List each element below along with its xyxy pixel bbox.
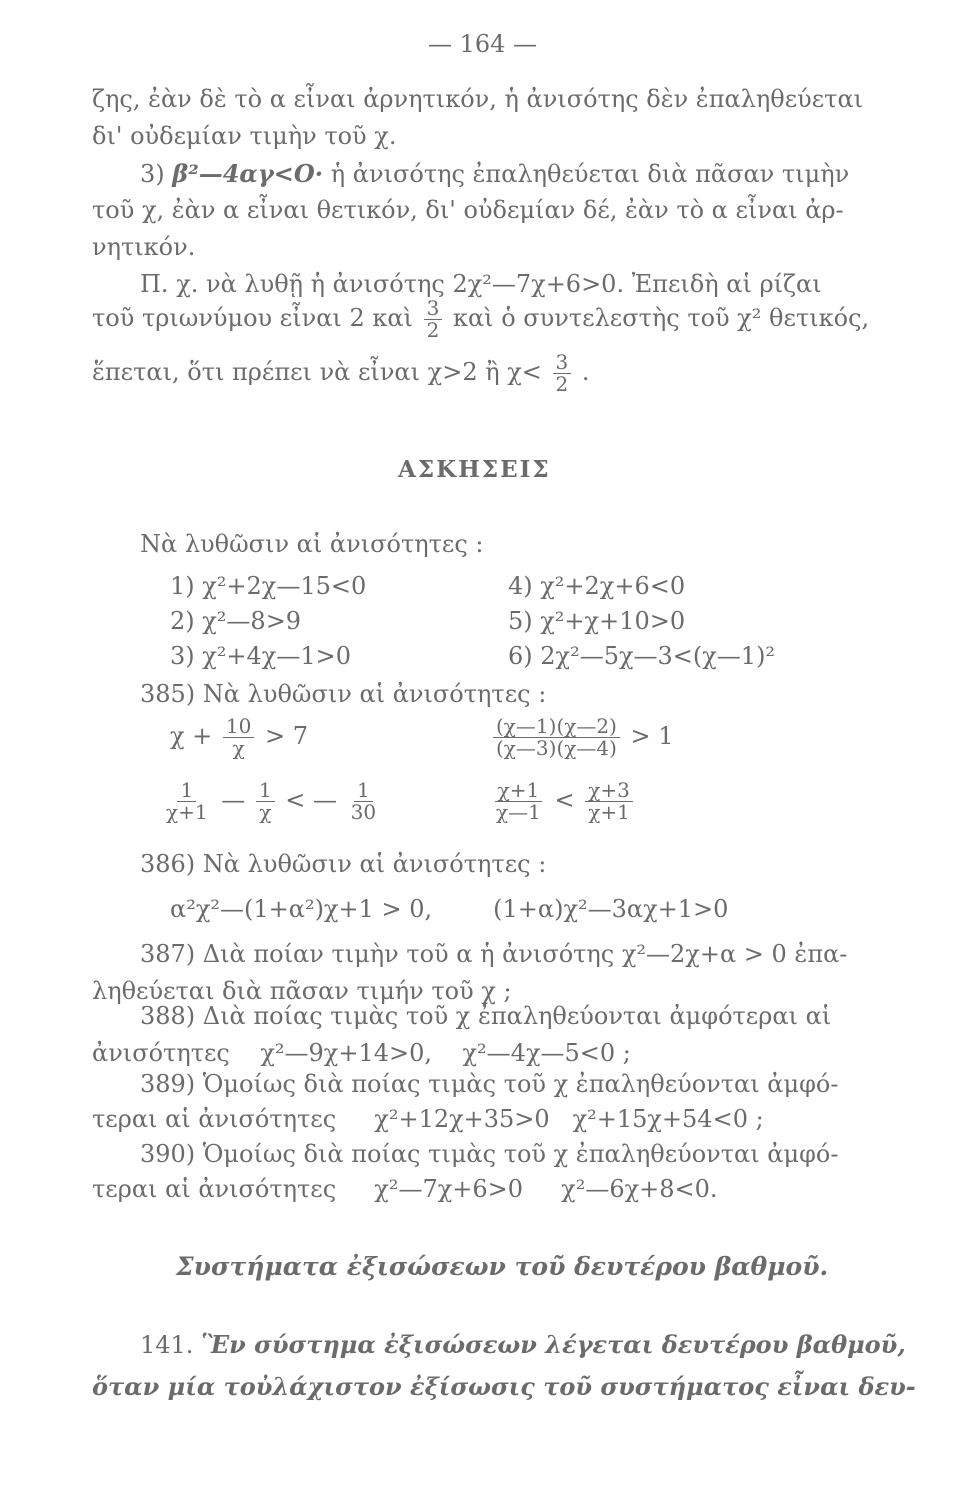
- exercises-prompt: Νὰ λυθῶσιν αἱ ἀνισότητες :: [140, 530, 484, 558]
- exercises-title: ΑΣΚΗΣΕΙΣ: [398, 456, 551, 483]
- exercise-3: 3) χ²+4χ—1>0: [170, 642, 351, 670]
- intro-line-6: Π. χ. νὰ λυθῇ ἡ ἀνισότης 2χ²—7χ+6>0. Ἐπειδὴ αἱ ρίζαι: [140, 270, 822, 298]
- fraction-denominator: 2: [555, 372, 569, 396]
- formula-385-b: [490, 716, 674, 759]
- fraction-three-halves-2: [553, 352, 572, 395]
- paragraph-141-line-1: [140, 1330, 906, 1359]
- intro-line-4: τοῦ χ, ἐὰν α εἶναι θετικόν, δι' οὐδεμίαν δέ, ἐὰν τὸ α εἶναι ἀρ-: [92, 196, 844, 224]
- problem-388-line-2: ἀνισότητες χ²—9χ+14>0, χ²—4χ—5<0 ;: [92, 1039, 631, 1067]
- formula-text: > 1: [630, 722, 674, 750]
- case3-text: ἡ ἀνισότης ἐπαληθεύεται διὰ πᾶσαν τιμὴν: [330, 160, 850, 188]
- intro-line-3: [140, 159, 849, 188]
- problem-385: 385) Νὰ λυθῶσιν αἱ ἀνισότητες :: [140, 680, 547, 708]
- exercise-5: 5) χ²+χ+10>0: [508, 607, 686, 635]
- fraction-numerator: χ+1: [495, 780, 543, 802]
- fraction: [585, 780, 633, 823]
- formula-text: —: [221, 786, 246, 814]
- case3-label: 3): [140, 160, 165, 188]
- fraction-denominator: χ+1: [166, 800, 208, 824]
- problem-389-line-1: 389) Ὁμοίως διὰ ποίας τιμὰς τοῦ χ ἐπαληθεύονται ἀμφό-: [140, 1070, 839, 1098]
- fraction-numerator: 1: [177, 780, 196, 802]
- intro-line-5: νητικόν.: [92, 233, 196, 261]
- problem-390-line-2: τεραι αἱ ἀνισότητες χ²—7χ+6>0 χ²—6χ+8<0.: [92, 1175, 718, 1203]
- exercise-4: 4) χ²+2χ+6<0: [508, 572, 686, 600]
- fraction-numerator: (χ—1)(χ—2): [493, 716, 620, 738]
- exercise-6: 6) 2χ²—5χ—3<(χ—1)²: [508, 642, 776, 670]
- line8-text-a: ἕπεται, ὅτι πρέπει νὰ εἶναι χ>2 ἢ χ<: [92, 358, 542, 386]
- problem-389-line-2: τεραι αἱ ἀνισότητες χ²+12χ+35>0 χ²+15χ+54<0 ;: [92, 1105, 764, 1133]
- fraction-denominator: χ: [232, 736, 245, 760]
- line8-text-b: .: [581, 358, 590, 386]
- paragraph-number: 141.: [140, 1331, 194, 1359]
- case3-formula: β²—4αγ<Ο·: [172, 159, 324, 188]
- paragraph-text: Ἓν σύστημα ἐξισώσεων λέγεται δευτέρου βαθμοῦ,: [201, 1330, 906, 1359]
- fraction-numerator: 10: [223, 716, 254, 738]
- fraction-denominator: 2: [426, 318, 440, 342]
- fraction-numerator: 1: [354, 780, 373, 802]
- exercise-1: 1) χ²+2χ—15<0: [170, 572, 367, 600]
- fraction-numerator: 1: [256, 780, 275, 802]
- fraction: [493, 780, 544, 823]
- formula-text: <: [554, 786, 575, 814]
- formula-text: χ +: [170, 722, 213, 750]
- problem-390-line-1: 390) Ὁμοίως διὰ ποίας τιμὰς τοῦ χ ἐπαληθεύονται ἀμφό-: [140, 1140, 839, 1168]
- fraction: [163, 780, 211, 823]
- page-number: — 164 —: [428, 30, 538, 58]
- formula-text: > 7: [265, 722, 309, 750]
- formula-385-c: [160, 780, 382, 823]
- fraction-denominator: 30: [350, 800, 377, 824]
- fraction: [256, 780, 275, 823]
- fraction-numerator: χ+3: [585, 780, 633, 802]
- fraction-three-halves: [424, 298, 443, 341]
- fraction-denominator: χ+1: [588, 800, 630, 824]
- intro-line-7: [92, 298, 869, 341]
- problem-386: 386) Νὰ λυθῶσιν αἱ ἀνισότητες :: [140, 850, 547, 878]
- formula-385-a: [170, 716, 308, 759]
- intro-line-8: [92, 352, 590, 395]
- exercise-2: 2) χ²—8>9: [170, 607, 302, 635]
- intro-line-1: ζης, ἐὰν δὲ τὸ α εἶναι ἀρνητικόν, ἡ ἀνισότης δὲν ἐπαληθεύεται: [92, 85, 864, 113]
- section-title: Συστήματα ἐξισώσεων τοῦ δευτέρου βαθμοῦ.: [176, 1252, 829, 1281]
- formula-text: < —: [285, 786, 338, 814]
- fraction-denominator: (χ—3)(χ—4): [496, 736, 617, 760]
- fraction-numerator: 3: [424, 298, 443, 320]
- line7-text-b: καὶ ὁ συντελεστὴς τοῦ χ² θετικός,: [452, 304, 870, 332]
- fraction-numerator: 3: [553, 352, 572, 374]
- paragraph-141-line-2: ὅταν μία τοὐλάχιστον ἐξίσωσις τοῦ συστήματος εἶναι δευ-: [92, 1372, 916, 1401]
- formula-385-d: [490, 780, 636, 823]
- fraction-denominator: χ—1: [496, 800, 541, 824]
- problem-386-equations: α²χ²—(1+α²)χ+1 > 0, (1+α)χ²—3αχ+1>0: [170, 895, 729, 923]
- fraction: [223, 716, 254, 759]
- intro-line-2: δι' οὐδεμίαν τιμὴν τοῦ χ.: [92, 122, 397, 150]
- fraction-denominator: χ: [259, 800, 272, 824]
- problem-387-line-2: ληθεύεται διὰ πᾶσαν τιμήν τοῦ χ ;: [92, 977, 512, 1005]
- problem-388-line-1: 388) Διὰ ποίας τιμὰς τοῦ χ ἐπαληθεύονται ἀμφότεραι αἱ: [140, 1002, 832, 1030]
- fraction: [348, 780, 379, 823]
- problem-387-line-1: 387) Διὰ ποίαν τιμὴν τοῦ α ἡ ἀνισότης χ²—2χ+α > 0 ἐπα-: [140, 940, 848, 968]
- line7-text-a: τοῦ τριωνύμου εἶναι 2 καὶ: [92, 304, 413, 332]
- fraction: [493, 716, 620, 759]
